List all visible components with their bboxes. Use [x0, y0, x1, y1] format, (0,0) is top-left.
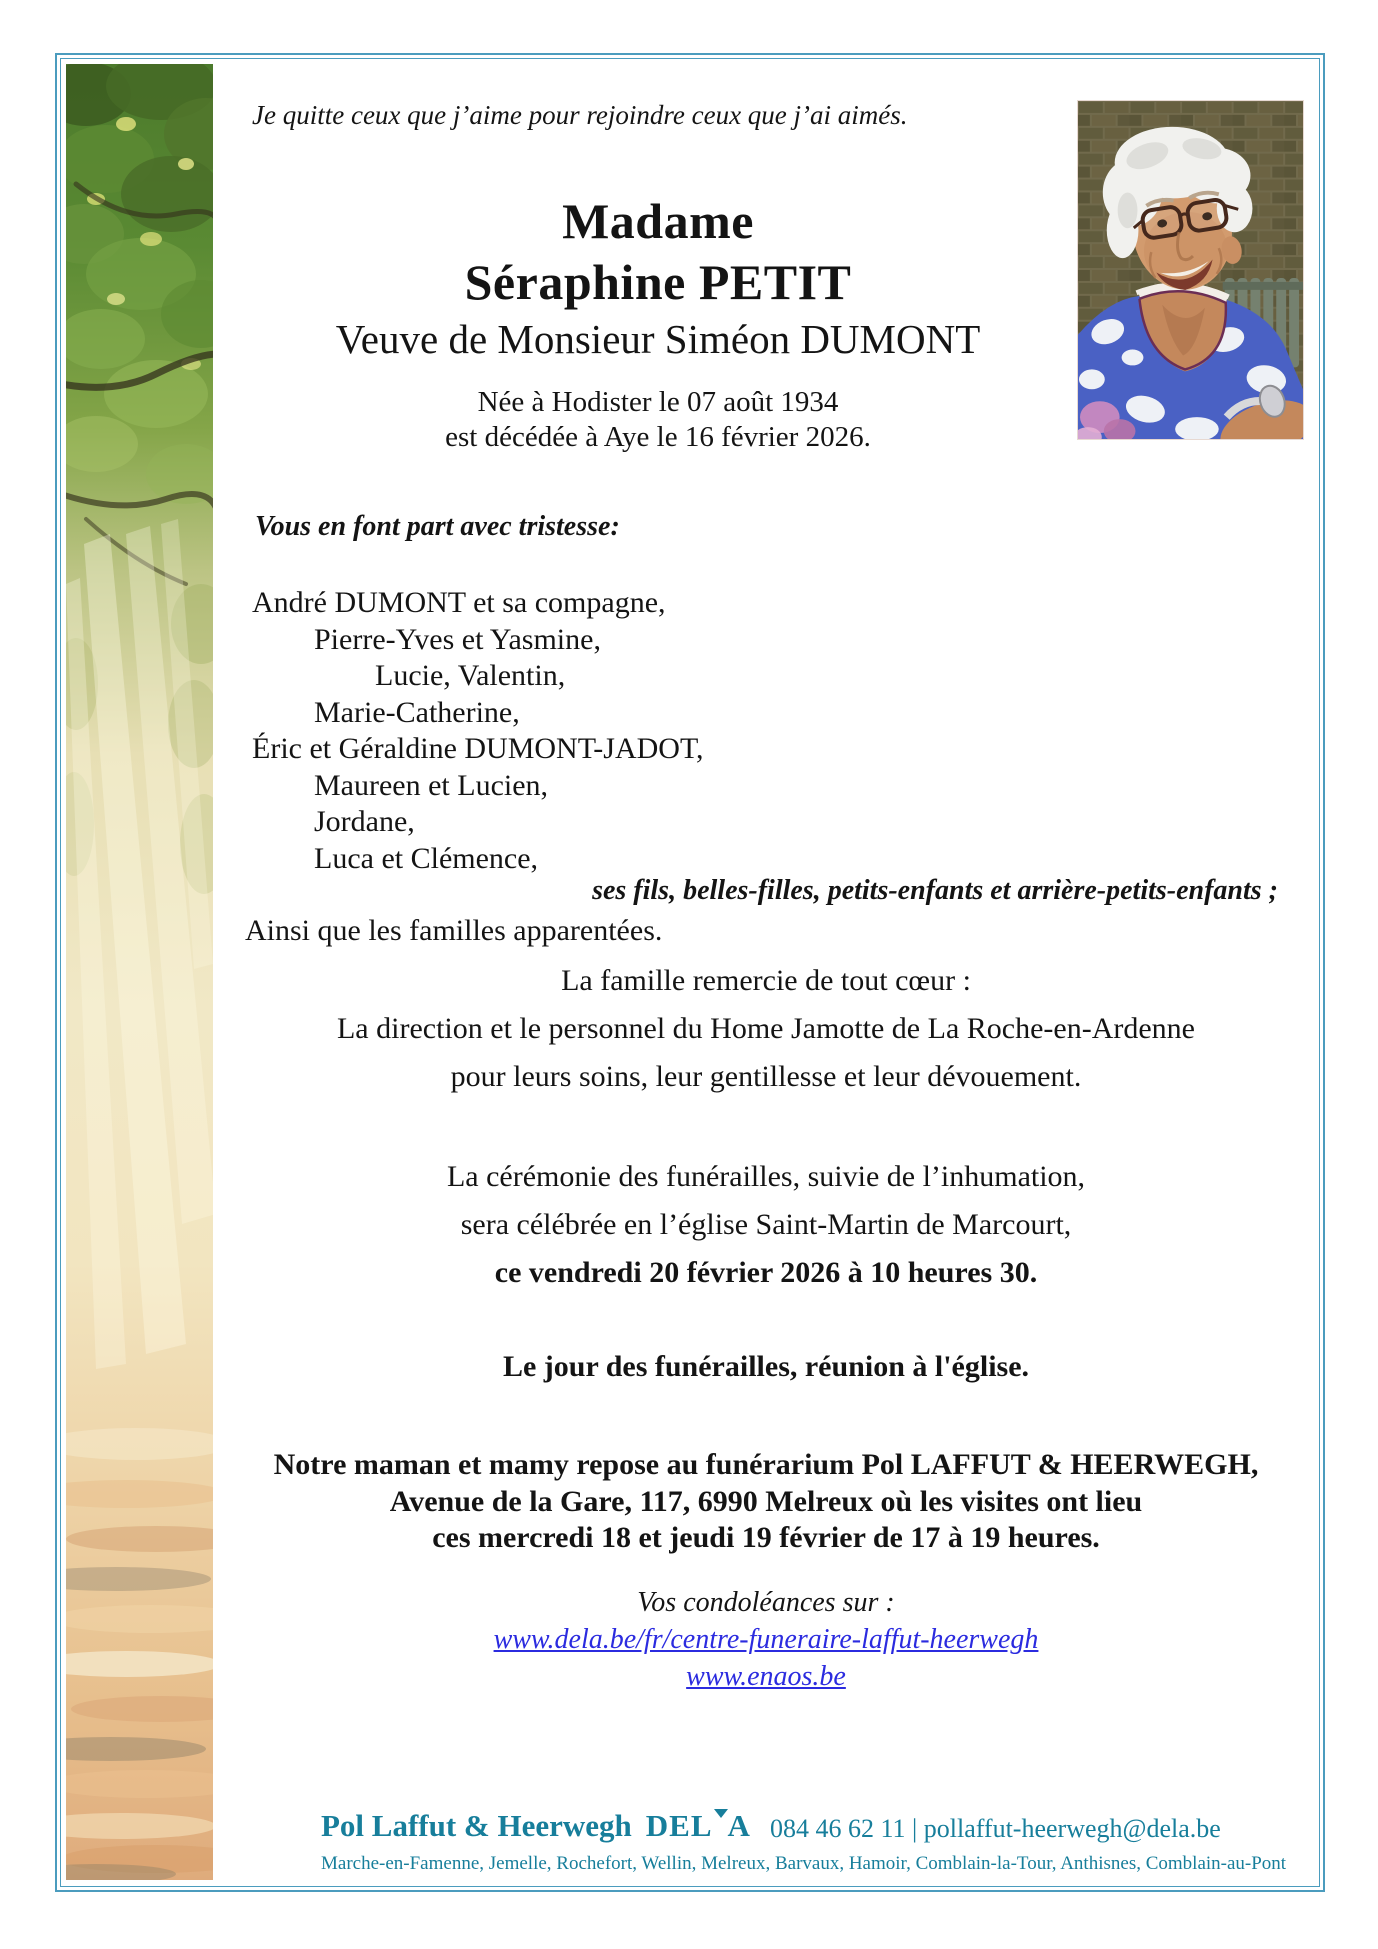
family-line: André DUMONT et sa compagne, [252, 586, 666, 619]
epitaph-quote: Je quitte ceux que j’aime pour rejoindre ceux que j’ai aimés. [252, 100, 908, 130]
repose-line2: Avenue de la Gare, 117, 6990 Melreux où les visites ont lieu [389, 1485, 1143, 1518]
repose-line3: ces mercredi 18 et jeudi 19 février de 17 à 19 heures. [432, 1521, 1100, 1554]
family-list [252, 585, 704, 877]
announcement-intro: Vous en font part avec tristesse: [255, 511, 620, 542]
dela-condolences-link[interactable]: www.dela.be/fr/centre-funeraire-laffut-heerwegh [493, 1624, 1039, 1655]
ceremony-date-line: ce vendredi 20 février 2026 à 10 heures 30. [494, 1256, 1038, 1289]
footer-contact: 084 46 62 11 | pollaffut-heerwegh@dela.be [770, 1814, 1221, 1843]
condolences-link-row [213, 1659, 1319, 1693]
family-line: Jordane, [314, 805, 415, 838]
ceremony-line1: La cérémonie des funérailles, suivie de l’inhumation, [446, 1160, 1086, 1193]
footer-locations: Marche-en-Famenne, Jemelle, Rochefort, Wellin, Melreux, Barvaux, Hamoir, Comblain-la-Tour, Anthisnes, Comblain-au-Pont [321, 1853, 1287, 1874]
dela-logo-text: A [727, 1808, 751, 1843]
condolences-label: Vos condoléances sur : [637, 1587, 895, 1618]
family-line: Lucie, Valentin, [375, 659, 566, 692]
related-families-line: Ainsi que les familles apparentées. [245, 914, 663, 947]
forest-strip-photo [66, 64, 213, 1880]
dela-logo [646, 1808, 751, 1843]
thanks-reason: pour leurs soins, leur gentillesse et leur dévouement. [450, 1060, 1082, 1093]
ceremony-line2: sera célébrée en l’église Saint-Martin de Marcourt, [460, 1208, 1072, 1241]
family-line: Éric et Géraldine DUMONT-JADOT, [252, 732, 704, 765]
family-line: Maureen et Lucien, [314, 768, 549, 802]
funeral-home-brand [321, 1808, 751, 1844]
family-line: Luca et Clémence, [314, 841, 539, 875]
repose-line1: Notre maman et mamy repose au funérarium Pol LAFFUT & HEERWEGH, [273, 1448, 1259, 1481]
dela-triangle-icon [714, 1809, 728, 1818]
family-line: Marie-Catherine, [314, 695, 520, 729]
brand-name: Pol Laffut & Heerwegh [321, 1808, 632, 1843]
relation-line: ses fils, belles-filles, petits-enfants et arrière-petits-enfants ; [592, 875, 1278, 906]
reunion-line: Le jour des funérailles, réunion à l'église. [502, 1350, 1030, 1383]
dela-logo-text: DEL [645, 1808, 713, 1843]
title-madame: Madame [562, 193, 754, 249]
death-line: est décédée à Aye le 16 février 2026. [445, 421, 871, 453]
thanks-heading: La famille remercie de tout cœur : [561, 964, 971, 997]
thanks-recipient: La direction et le personnel du Home Jamotte de La Roche-en-Ardenne [336, 1012, 1195, 1045]
portrait-photo [1077, 100, 1304, 440]
family-line: Pierre-Yves et Yasmine, [314, 622, 601, 656]
widow-subtitle: Veuve de Monsieur Siméon DUMONT [335, 316, 981, 362]
condolences-link-row [213, 1622, 1319, 1656]
enaos-link[interactable]: www.enaos.be [686, 1661, 846, 1692]
birth-line: Née à Hodister le 07 août 1934 [477, 386, 839, 418]
deceased-name: Séraphine PETIT [464, 254, 852, 310]
